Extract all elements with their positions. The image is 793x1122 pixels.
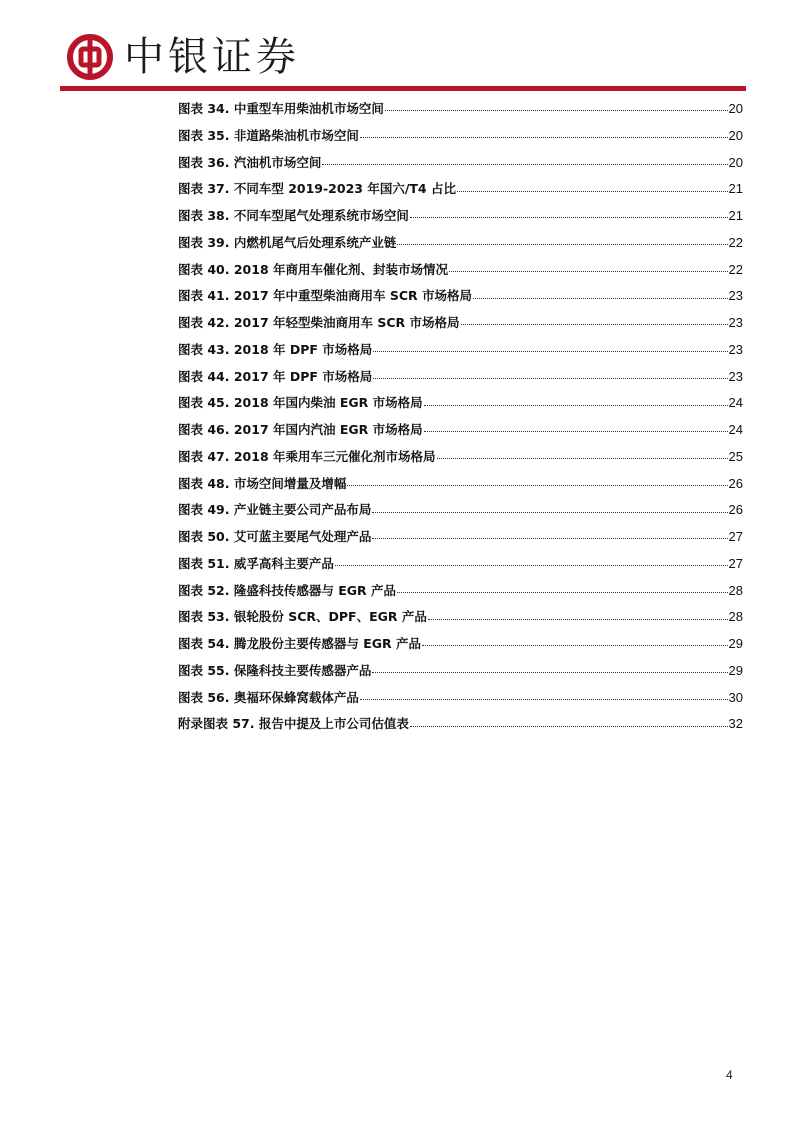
figure-list	[178, 96, 743, 738]
toc-dot-leader	[373, 377, 727, 379]
toc-entry[interactable]	[178, 497, 743, 524]
toc-entry[interactable]	[178, 150, 743, 177]
toc-entry[interactable]	[178, 123, 743, 150]
toc-entry-label: 图表 40. 2018 年商用车催化剂、封装市场情况	[178, 261, 448, 277]
toc-entry-page: 27	[728, 555, 743, 571]
toc-dot-leader	[347, 484, 727, 486]
toc-dot-leader	[385, 109, 728, 111]
toc-entry-page: 23	[728, 341, 743, 357]
toc-entry[interactable]	[178, 711, 743, 738]
toc-entry[interactable]	[178, 176, 743, 203]
toc-entry-label: 附录图表 57. 报告中提及上市公司估值表	[178, 716, 409, 732]
toc-dot-leader	[422, 644, 728, 646]
toc-entry-page: 23	[728, 315, 743, 330]
toc-entry-page: 32	[728, 716, 743, 732]
toc-dot-leader	[397, 243, 727, 245]
toc-entry-page: 26	[728, 502, 743, 518]
toc-entry-label: 图表 38. 不同车型尾气处理系统市场空间	[178, 208, 409, 223]
toc-entry-label: 图表 45. 2018 年国内柴油 EGR 市场格局	[178, 395, 423, 411]
toc-entry-page: 21	[728, 208, 743, 223]
toc-entry-label: 图表 46. 2017 年国内汽油 EGR 市场格局	[178, 422, 423, 437]
toc-entry-page: 23	[728, 368, 743, 384]
toc-dot-leader	[457, 190, 728, 192]
toc-entry-page: 20	[728, 127, 743, 143]
toc-entry-label: 图表 56. 奥福环保蜂窝载体产品	[178, 689, 359, 705]
toc-entry[interactable]	[178, 685, 743, 712]
toc-entry[interactable]	[178, 257, 743, 284]
toc-entry-page: 24	[728, 395, 743, 411]
toc-entry-label: 图表 43. 2018 年 DPF 市场格局	[178, 341, 373, 357]
toc-dot-leader	[449, 270, 728, 272]
toc-entry-label: 图表 53. 银轮股份 SCR、DPF、EGR 产品	[178, 609, 427, 625]
toc-dot-leader	[424, 430, 728, 432]
toc-dot-leader	[410, 725, 728, 727]
toc-entry-page: 28	[728, 582, 743, 598]
toc-entry[interactable]	[178, 578, 743, 605]
toc-entry-label: 图表 44. 2017 年 DPF 市场格局	[178, 368, 373, 384]
toc-dot-leader	[335, 564, 728, 566]
toc-dot-leader	[360, 136, 728, 138]
toc-entry-page: 27	[728, 529, 743, 544]
toc-entry[interactable]	[178, 230, 743, 257]
toc-dot-leader	[461, 323, 728, 325]
toc-entry[interactable]	[178, 524, 743, 551]
toc-dot-leader	[428, 618, 728, 620]
toc-dot-leader	[360, 698, 728, 700]
toc-entry-label: 图表 55. 保隆科技主要传感器产品	[178, 662, 372, 678]
toc-entry[interactable]	[178, 417, 743, 444]
toc-entry[interactable]	[178, 96, 743, 123]
toc-entry-page: 23	[728, 288, 743, 304]
toc-entry[interactable]	[178, 444, 743, 471]
toc-entry[interactable]	[178, 604, 743, 631]
toc-entry-label: 图表 50. 艾可蓝主要尾气处理产品	[178, 529, 372, 544]
toc-entry-label: 图表 41. 2017 年中重型柴油商用车 SCR 市场格局	[178, 288, 472, 304]
toc-dot-leader	[437, 457, 728, 459]
toc-entry-label: 图表 49. 产业链主要公司产品布局	[178, 502, 372, 518]
toc-entry-label: 图表 47. 2018 年乘用车三元催化剂市场格局	[178, 448, 436, 464]
toc-entry[interactable]	[178, 551, 743, 578]
toc-entry-page: 24	[728, 422, 743, 437]
toc-entry[interactable]	[178, 364, 743, 391]
toc-entry[interactable]	[178, 631, 743, 658]
toc-entry-page: 29	[728, 636, 743, 651]
toc-entry-label: 图表 39. 内燃机尾气后处理系统产业链	[178, 234, 397, 250]
toc-dot-leader	[397, 591, 728, 593]
toc-entry-label: 图表 35. 非道路柴油机市场空间	[178, 127, 359, 143]
toc-entry-page: 20	[728, 101, 743, 116]
toc-entry-page: 22	[728, 261, 743, 277]
toc-entry-page: 26	[728, 475, 743, 491]
toc-dot-leader	[372, 511, 727, 513]
toc-entry-page: 20	[728, 154, 743, 170]
toc-entry-page: 25	[728, 448, 743, 464]
toc-entry-label: 图表 48. 市场空间增量及增幅	[178, 475, 347, 491]
toc-entry-page: 29	[728, 662, 743, 678]
toc-entry-label: 图表 34. 中重型车用柴油机市场空间	[178, 101, 384, 116]
toc-dot-leader	[410, 216, 728, 218]
toc-entry-label: 图表 37. 不同车型 2019-2023 年国六/T4 占比	[178, 181, 456, 197]
toc-entry[interactable]	[178, 283, 743, 310]
page-header	[0, 0, 793, 95]
toc-entry[interactable]	[178, 203, 743, 230]
toc-dot-leader	[424, 404, 728, 406]
toc-entry[interactable]	[178, 471, 743, 498]
toc-dot-leader	[372, 537, 727, 539]
brand-name: 中银证券	[124, 34, 300, 80]
toc-entry-label: 图表 42. 2017 年轻型柴油商用车 SCR 市场格局	[178, 315, 460, 330]
toc-dot-leader	[372, 671, 727, 673]
toc-entry[interactable]	[178, 310, 743, 337]
toc-entry[interactable]	[178, 658, 743, 685]
boc-logo-icon	[67, 34, 113, 80]
toc-dot-leader	[473, 297, 728, 299]
toc-entry-label: 图表 36. 汽油机市场空间	[178, 154, 322, 170]
toc-entry-page: 28	[728, 609, 743, 625]
toc-dot-leader	[322, 163, 727, 165]
toc-entry-page: 21	[728, 181, 743, 197]
toc-entry[interactable]	[178, 337, 743, 364]
page-number: 4	[726, 1068, 733, 1082]
toc-entry-page: 30	[728, 689, 743, 705]
toc-entry[interactable]	[178, 390, 743, 417]
header-divider	[60, 86, 746, 91]
toc-entry-page: 22	[728, 234, 743, 250]
toc-dot-leader	[373, 350, 727, 352]
toc-entry-label: 图表 51. 威孚高科主要产品	[178, 555, 334, 571]
toc-entry-label: 图表 54. 腾龙股份主要传感器与 EGR 产品	[178, 636, 421, 651]
toc-entry-label: 图表 52. 隆盛科技传感器与 EGR 产品	[178, 582, 396, 598]
